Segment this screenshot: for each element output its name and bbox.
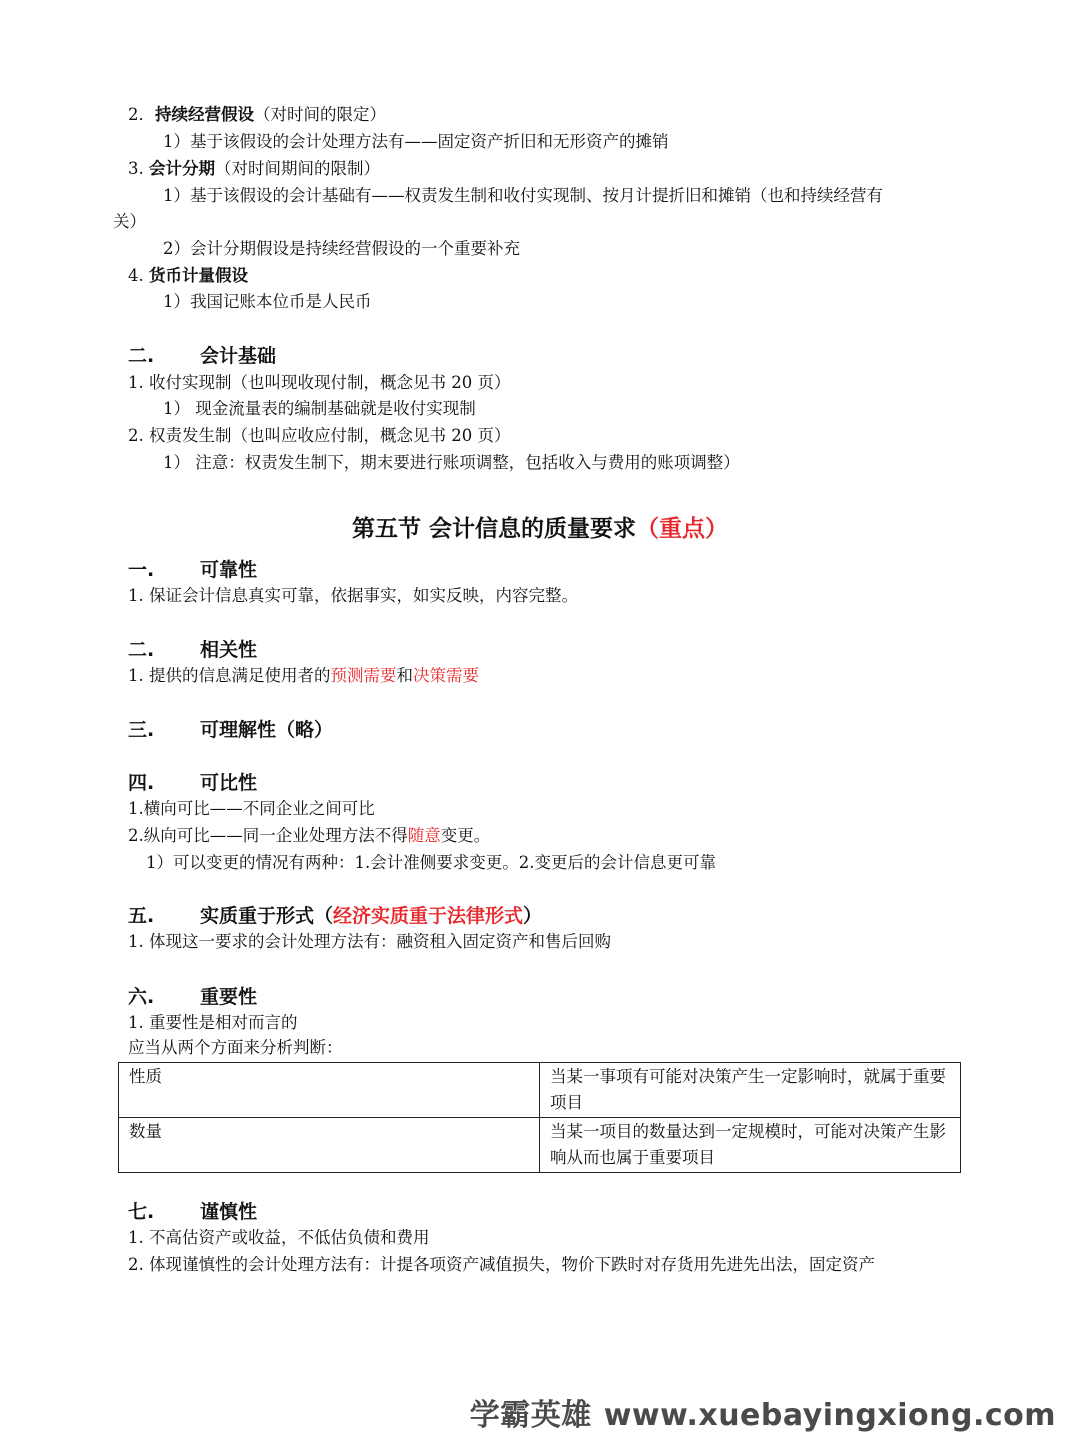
reliability-item-1: 1. 保证会计信息真实可靠，依据事实，如实反映，内容完整。 [128,586,578,605]
watermark-brand: 学霸英雄 [469,1398,592,1433]
basis-item-1: 1. 收付实现制（也叫现收现付制，概念见书 20 页） [128,373,511,392]
heading-materiality: 六. 重要性 [128,986,258,1008]
assumption-2: 2．持续经营假设（对时间的限定） [128,105,386,124]
heading-relevance: 二. 相关性 [128,639,258,661]
prudence-item-2: 2. 体现谨慎性的会计处理方法有：计提各项资产减值损失，物价下跌时对存货用先进先出法，固定资产 [128,1255,875,1274]
heading-understandability: 三. 可理解性（略） [128,719,334,741]
comparability-item-1: 1.横向可比——不同企业之间可比 [128,799,375,818]
table-cell-value: 当某一项目的数量达到一定规模时，可能对决策产生影响从而也属于重要项目 [540,1118,961,1173]
section-title: 第五节 会计信息的质量要求（重点） [351,516,728,542]
prudence-item-1: 1. 不高估资产或收益，不低估负债和费用 [128,1228,430,1247]
comparability-item-2-sub: 1）可以变更的情况有两种：1.会计准侧要求变更。2.变更后的会计信息更可靠 [146,853,716,872]
materiality-table [118,1062,961,1173]
assumption-2-item-1: 1）基于该假设的会计处理方法有——固定资产折旧和无形资产的摊销 [163,132,669,151]
table-row [119,1063,961,1118]
table-row [119,1118,961,1173]
heading-substance-over-form: 五. 实质重于形式（经济实质重于法律形式） [128,905,543,927]
heading-comparability: 四. 可比性 [128,772,258,794]
heading-accounting-basis: 二. 会计基础 [128,345,277,367]
heading-prudence: 七. 谨慎性 [128,1201,258,1223]
materiality-item-2: 应当从两个方面来分析判断： [128,1038,343,1057]
basis-item-2-sub: 1） 注意：权责发生制下，期末要进行账项调整，包括收入与费用的账项调整） [163,453,740,472]
assumption-3-item-1: 1）基于该假设的会计基础有——权责发生制和收付实现制、按月计提折旧和摊销（也和持续经营有 [163,186,883,205]
materiality-item-1: 1. 重要性是相对而言的 [128,1013,298,1032]
comparability-item-2: 2.纵向可比——同一企业处理方法不得随意变更。 [128,826,491,845]
table-cell-key: 性质 [119,1063,540,1118]
table-cell-key: 数量 [119,1118,540,1173]
table-cell-value: 当某一事项有可能对决策产生一定影响时，就属于重要项目 [540,1063,961,1118]
assumption-4: 4. 货币计量假设 [128,266,248,285]
substance-item-1: 1. 体现这一要求的会计处理方法有：融资租入固定资产和售后回购 [128,932,611,951]
basis-item-1-sub: 1） 现金流量表的编制基础就是收付实现制 [163,399,476,418]
assumption-3-item-2: 2）会计分期假设是持续经营假设的一个重要补充 [163,239,520,258]
assumption-3-item-1-cont: 关） [113,212,146,231]
basis-item-2: 2. 权责发生制（也叫应收应付制，概念见书 20 页） [128,426,511,445]
watermark-footer [470,1390,1056,1434]
relevance-item-1: 1. 提供的信息满足使用者的预测需要和决策需要 [128,666,479,685]
watermark-url: www.xuebayingxiong.com [603,1398,1056,1433]
heading-reliability: 一. 可靠性 [128,559,258,581]
assumption-4-item-1: 1）我国记账本位币是人民币 [163,292,372,311]
assumption-3: 3. 会计分期（对时间期间的限制） [128,159,380,178]
